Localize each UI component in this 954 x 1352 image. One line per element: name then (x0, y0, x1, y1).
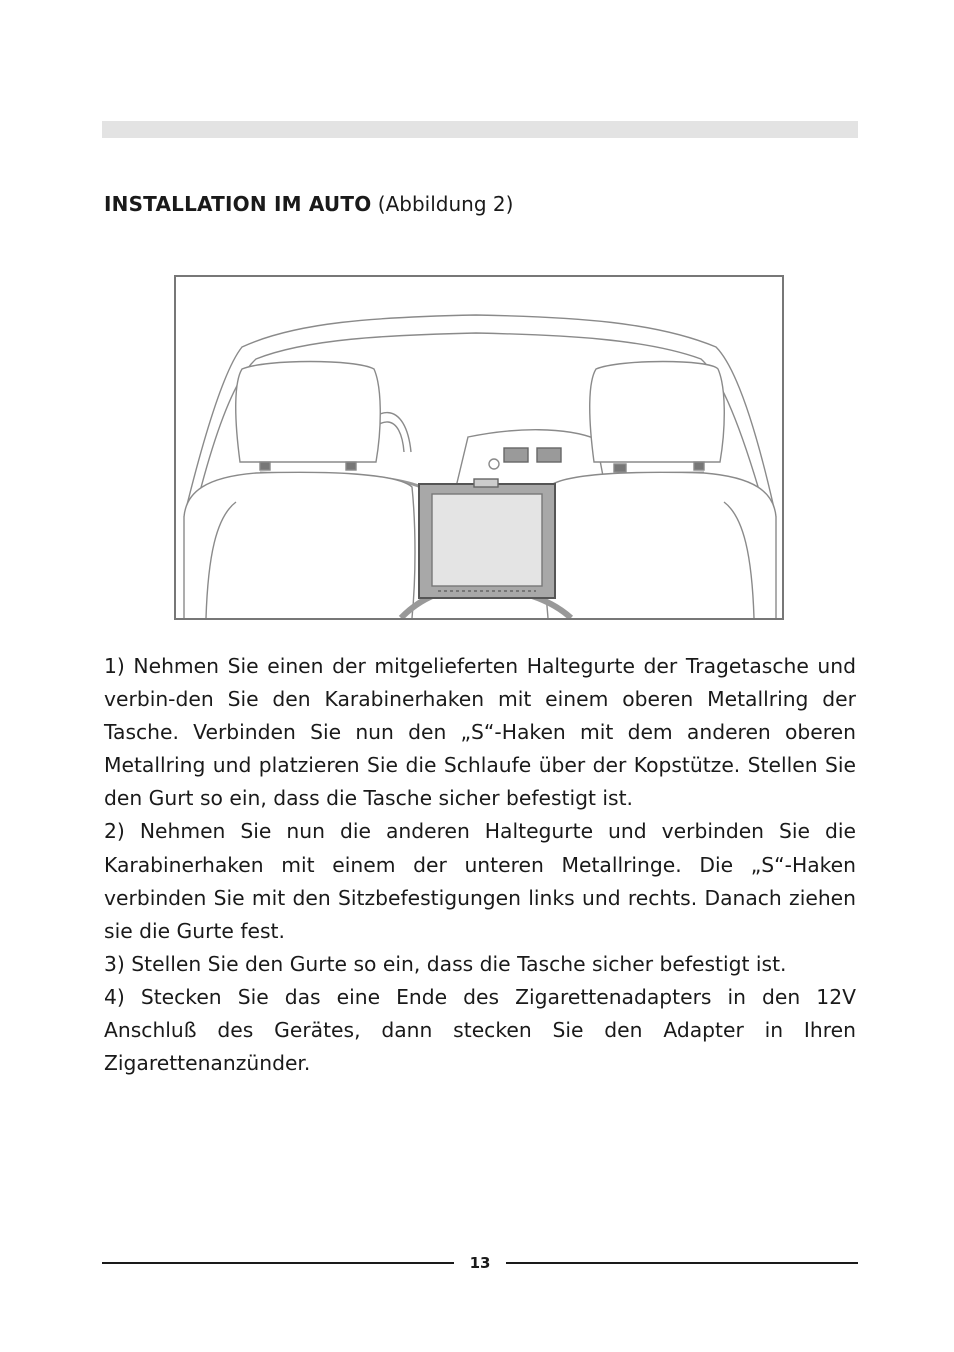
footer-rule-right (506, 1262, 858, 1264)
seat-back-right (545, 472, 776, 618)
car-installation-illustration (174, 275, 784, 620)
headrest-left-post-2 (346, 462, 356, 470)
instructions (104, 650, 856, 1080)
console-display-right (537, 448, 561, 462)
headrest-right-post-1 (614, 464, 626, 472)
instruction-step-2: 2) Nehmen Sie nun die anderen Haltegurte und verbinden Sie die Karabinerhaken mit einem der unteren Metallringe. Die „S“-Haken verbinden Sie mit den Sitzbefestigungen links und rechts. Danach ziehen sie die Gurte fest. (104, 819, 856, 943)
headrest-right (590, 362, 725, 463)
screen-top-clip (474, 479, 498, 487)
screen-display (432, 494, 542, 586)
console-display-left (504, 448, 528, 462)
footer-rule-left (102, 1262, 454, 1264)
heading-bold: INSTALLATION IM AUTO (104, 192, 372, 216)
instruction-step-1: 1) Nehmen Sie einen der mitgelieferten Haltegurte der Tragetasche und verbin-den Sie den Karabinerhaken mit einem oberen Metallring der Tasche. Verbinden Sie nun den „S“-Haken mit dem anderen oberen Metallring und platzieren Sie die Schlaufe über der Kopstütze. Stellen Sie den Gurt so ein, dass die Tasche sicher befestigt ist. (104, 654, 856, 811)
heading-figure-ref: (Abbildung 2) (377, 192, 514, 216)
instruction-step-3: 3) Stellen Sie den Gurte so ein, dass die Tasche sicher befestigt ist. (104, 951, 787, 976)
header-bar (102, 121, 858, 138)
page-number: 13 (469, 1254, 491, 1272)
headrest-right-post-2 (694, 462, 704, 470)
console-knob (489, 459, 499, 469)
headrest-left (236, 362, 381, 463)
instruction-step-4: 4) Stecken Sie das eine Ende des Zigarettenadapters in den 12V Anschluß des Gerätes, dann stecken Sie den Adapter in Ihren Zigarettenanzünder. (104, 984, 856, 1076)
section-heading (104, 189, 513, 219)
seat-back-left (184, 472, 415, 618)
headrest-left-post-1 (260, 462, 270, 470)
